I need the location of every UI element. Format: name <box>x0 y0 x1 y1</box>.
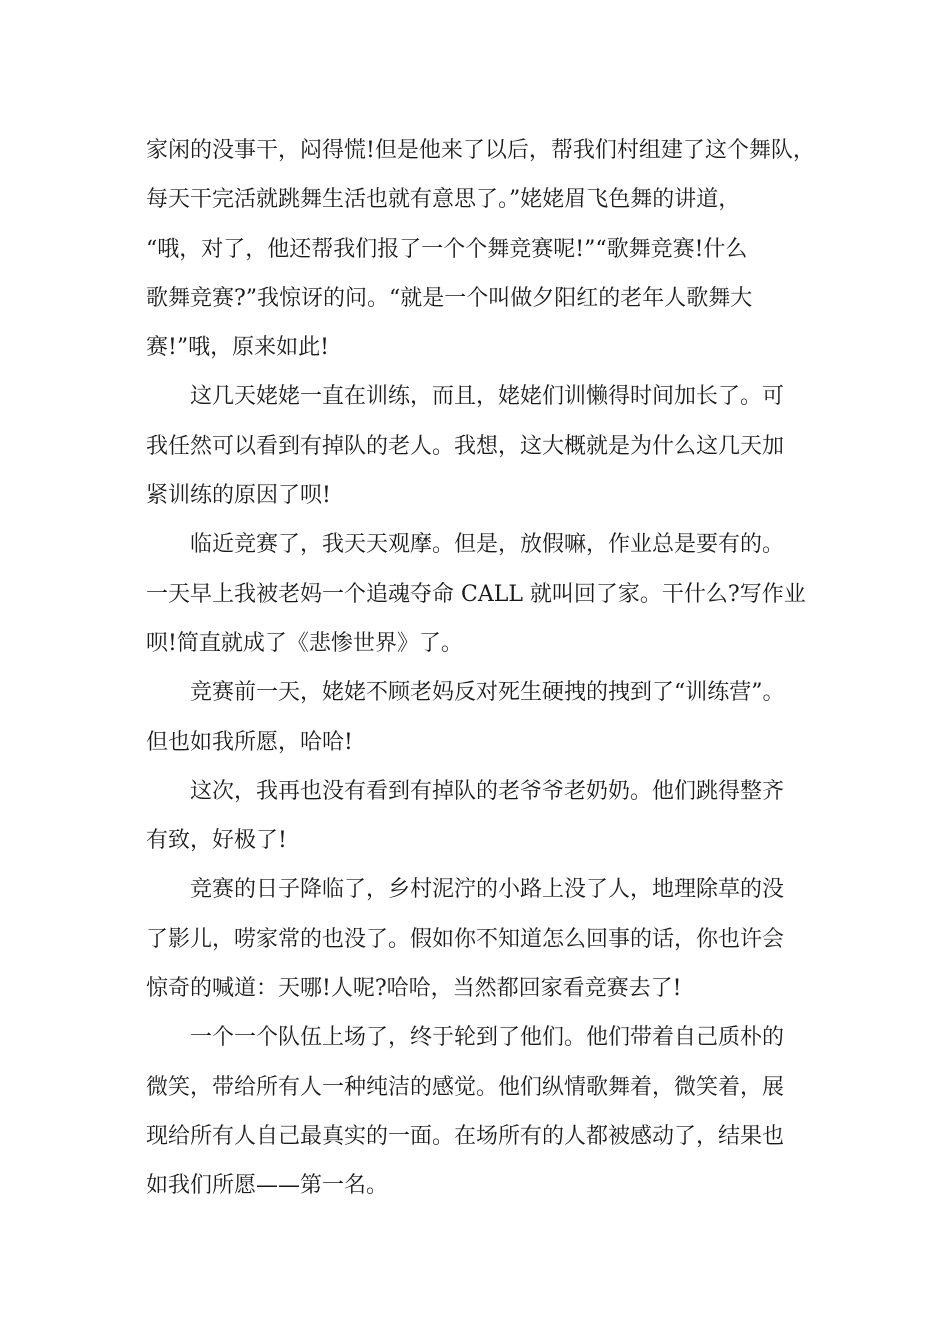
text-line: 惊奇的喊道：天哪!人呢?哈哈，当然都回家看竞赛去了! <box>146 976 682 1002</box>
document-body <box>146 126 836 1211</box>
text-line: 微笑，带给所有人一种纯洁的感觉。他们纵情歌舞着，微笑着，展 <box>146 1074 785 1100</box>
text-line: 如我们所愿——第一名。 <box>146 1173 389 1199</box>
paragraph-4 <box>146 668 836 767</box>
text-line: 竞赛的日子降临了，乡村泥泞的小路上没了人，地理除草的没 <box>190 877 785 903</box>
paragraph-3 <box>146 520 836 668</box>
text-line: 呗!简直就成了《悲惨世界》了。 <box>146 630 463 656</box>
text-line: 但也如我所愿，哈哈! <box>146 729 353 755</box>
paragraph-5 <box>146 767 836 866</box>
text-line: 歌舞竞赛?”我惊讶的问。“就是一个叫做夕阳红的老年人歌舞大 <box>146 285 753 311</box>
text-line: 一天早上我被老妈一个追魂夺命 CALL 就叫回了家。干什么?写作业 <box>146 581 806 607</box>
text-line: 这几天姥姥一直在训练，而且，姥姥们训懒得时间加长了。可 <box>190 384 785 410</box>
text-line: 现给所有人自己最真实的一面。在场所有的人都被感动了，结果也 <box>146 1123 785 1149</box>
paragraph-1 <box>146 126 836 372</box>
text-line: 临近竞赛了，我天天观摩。但是，放假嘛，作业总是要有的。 <box>190 532 785 558</box>
paragraph-2 <box>146 372 836 520</box>
text-line: 有致，好极了! <box>146 828 287 854</box>
text-line: “哦，对了，他还帮我们报了一个个舞竞赛呢!”“歌舞竞赛!什么 <box>146 236 748 262</box>
text-line: 我任然可以看到有掉队的老人。我想，这大概就是为什么这几天加 <box>146 433 785 459</box>
text-line: 一个一个队伍上场了，终于轮到了他们。他们带着自己质朴的 <box>190 1025 785 1051</box>
text-line: 这次，我再也没有看到有掉队的老爷爷老奶奶。他们跳得整齐 <box>190 778 785 804</box>
text-line: 竞赛前一天，姥姥不顾老妈反对死生硬拽的拽到了“训练营”。 <box>190 680 785 706</box>
text-line: 紧训练的原因了呗! <box>146 483 331 509</box>
text-line: 每天干完活就跳舞生活也就有意思了。”姥姥眉飞色舞的讲道， <box>146 187 741 213</box>
text-line: 赛!”哦，原来如此! <box>146 335 329 361</box>
text-line: 家闲的没事干，闷得慌!但是他来了以后，帮我们村组建了这个舞队， <box>146 138 815 163</box>
text-line: 了影儿，唠家常的也没了。假如你不知道怎么回事的话，你也许会 <box>146 926 785 952</box>
paragraph-6 <box>146 865 836 1013</box>
paragraph-7 <box>146 1013 836 1210</box>
